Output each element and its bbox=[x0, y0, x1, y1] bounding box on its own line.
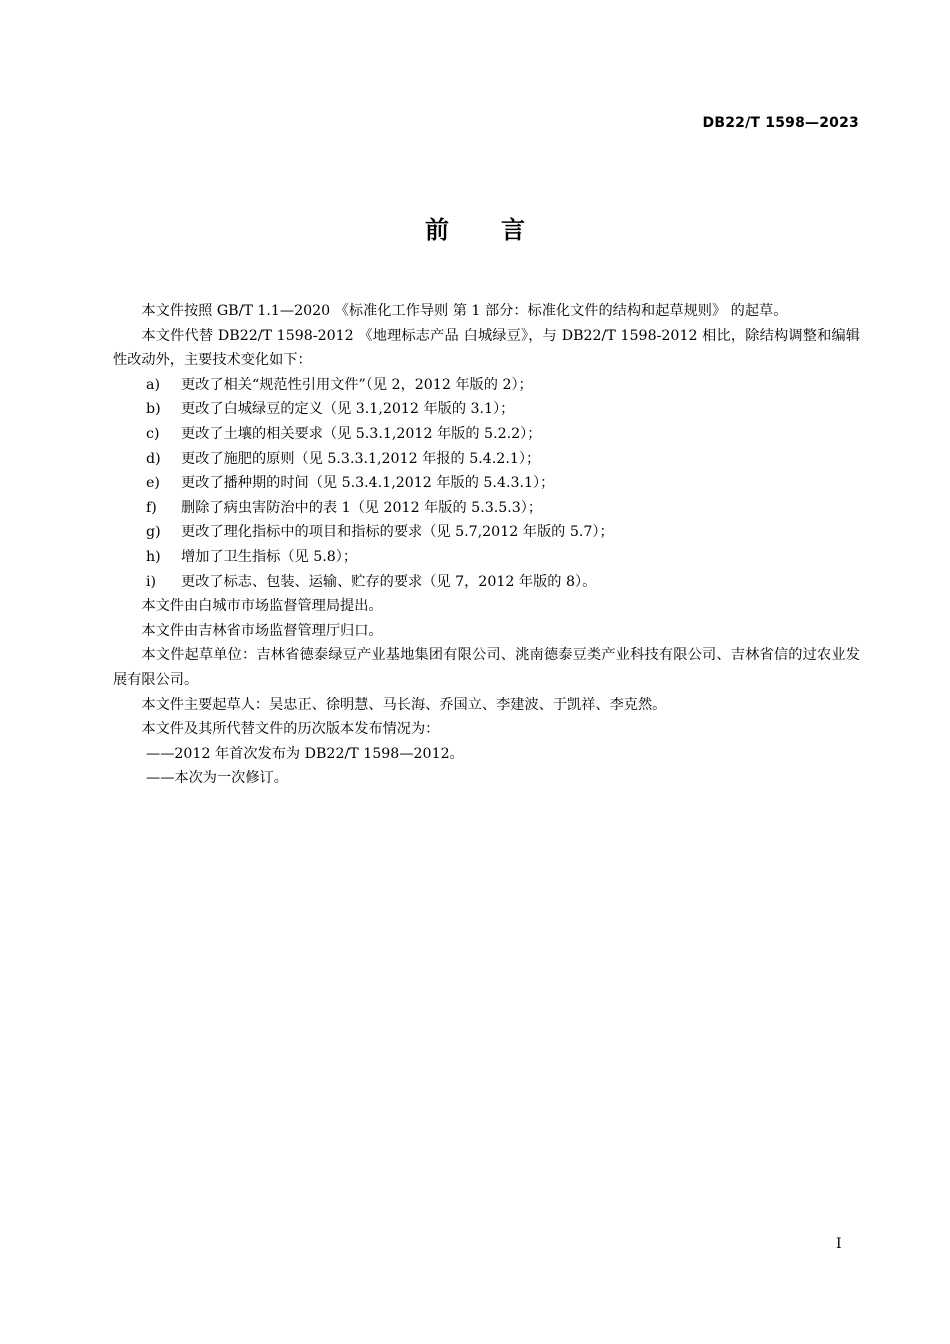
list-marker: b) bbox=[146, 401, 161, 418]
list-item-text: 更改了理化指标中的项目和指标的要求（见 5.7,2012 年版的 5.7）； bbox=[181, 524, 614, 541]
list-item bbox=[113, 545, 860, 570]
list-item bbox=[113, 570, 860, 595]
list-item bbox=[113, 373, 860, 398]
history-item: ——2012 年首次发布为 DB22/T 1598—2012。 bbox=[146, 745, 464, 762]
foreword-body bbox=[113, 299, 860, 791]
list-marker: g) bbox=[146, 524, 161, 541]
list-marker: f) bbox=[146, 499, 157, 516]
paragraph-replacement: 本文件代替 DB22/T 1598-2012 《地理标志产品 白城绿豆》，与 DB22/T 1598-2012 相比，除结构调整和编辑性改动外，主要技术变化如下： bbox=[113, 327, 860, 369]
list-item bbox=[113, 397, 860, 422]
list-item-text: 删除了病虫害防治中的表 1（见 2012 年版的 5.3.5.3）； bbox=[181, 499, 543, 516]
paragraph-proposer: 本文件由白城市市场监督管理局提出。 bbox=[141, 598, 383, 615]
page-number: I bbox=[836, 1236, 842, 1252]
list-item bbox=[113, 447, 860, 472]
paragraph-drafting-units: 本文件起草单位：吉林省德泰绿豆产业基地集团有限公司、洮南德泰豆类产业科技有限公司、吉林省信的过农业发展有限公司。 bbox=[113, 647, 860, 688]
list-item-text: 更改了白城绿豆的定义（见 3.1,2012 年版的 3.1）； bbox=[181, 401, 515, 418]
list-item-text: 更改了施肥的原则（见 5.3.3.1,2012 年报的 5.4.2.1）； bbox=[181, 450, 541, 467]
list-item bbox=[113, 520, 860, 545]
list-item bbox=[113, 422, 860, 447]
list-marker: d) bbox=[146, 450, 161, 467]
list-item-text: 更改了土壤的相关要求（见 5.3.1,2012 年版的 5.2.2）； bbox=[181, 425, 542, 442]
list-item-text: 更改了播种期的时间（见 5.3.4.1,2012 年版的 5.4.3.1）； bbox=[181, 475, 555, 492]
document-code: DB22/T 1598—2023 bbox=[702, 115, 859, 131]
list-marker: e) bbox=[146, 475, 160, 492]
list-marker: c) bbox=[146, 425, 160, 442]
page-title: 前言 bbox=[425, 216, 577, 244]
list-marker: i) bbox=[146, 573, 157, 590]
list-item-text: 增加了卫生指标（见 5.8）； bbox=[181, 548, 358, 565]
history-item: ——本次为一次修订。 bbox=[146, 770, 288, 787]
list-item-text: 更改了标志、包装、运输、贮存的要求（见 7，2012 年版的 8）。 bbox=[181, 573, 597, 590]
paragraph-drafting-rule: 本文件按照 GB/T 1.1—2020 《标准化工作导则 第 1 部分：标准化文件的结构和起草规则》 的起草。 bbox=[141, 303, 788, 319]
list-item bbox=[113, 496, 860, 521]
list-item-text: 更改了相关“规范性引用文件”（见 2，2012 年版的 2）； bbox=[181, 376, 533, 393]
list-marker: a) bbox=[146, 376, 160, 393]
paragraph-drafters: 本文件主要起草人：吴忠正、徐明慧、马长海、乔国立、李建波、于凯祥、李克然。 bbox=[141, 696, 667, 713]
paragraph-history-intro: 本文件及其所代替文件的历次版本发布情况为： bbox=[141, 721, 440, 738]
list-marker: h) bbox=[146, 548, 161, 565]
list-item bbox=[113, 471, 860, 496]
paragraph-centralizer: 本文件由吉林省市场监督管理厅归口。 bbox=[141, 622, 383, 639]
